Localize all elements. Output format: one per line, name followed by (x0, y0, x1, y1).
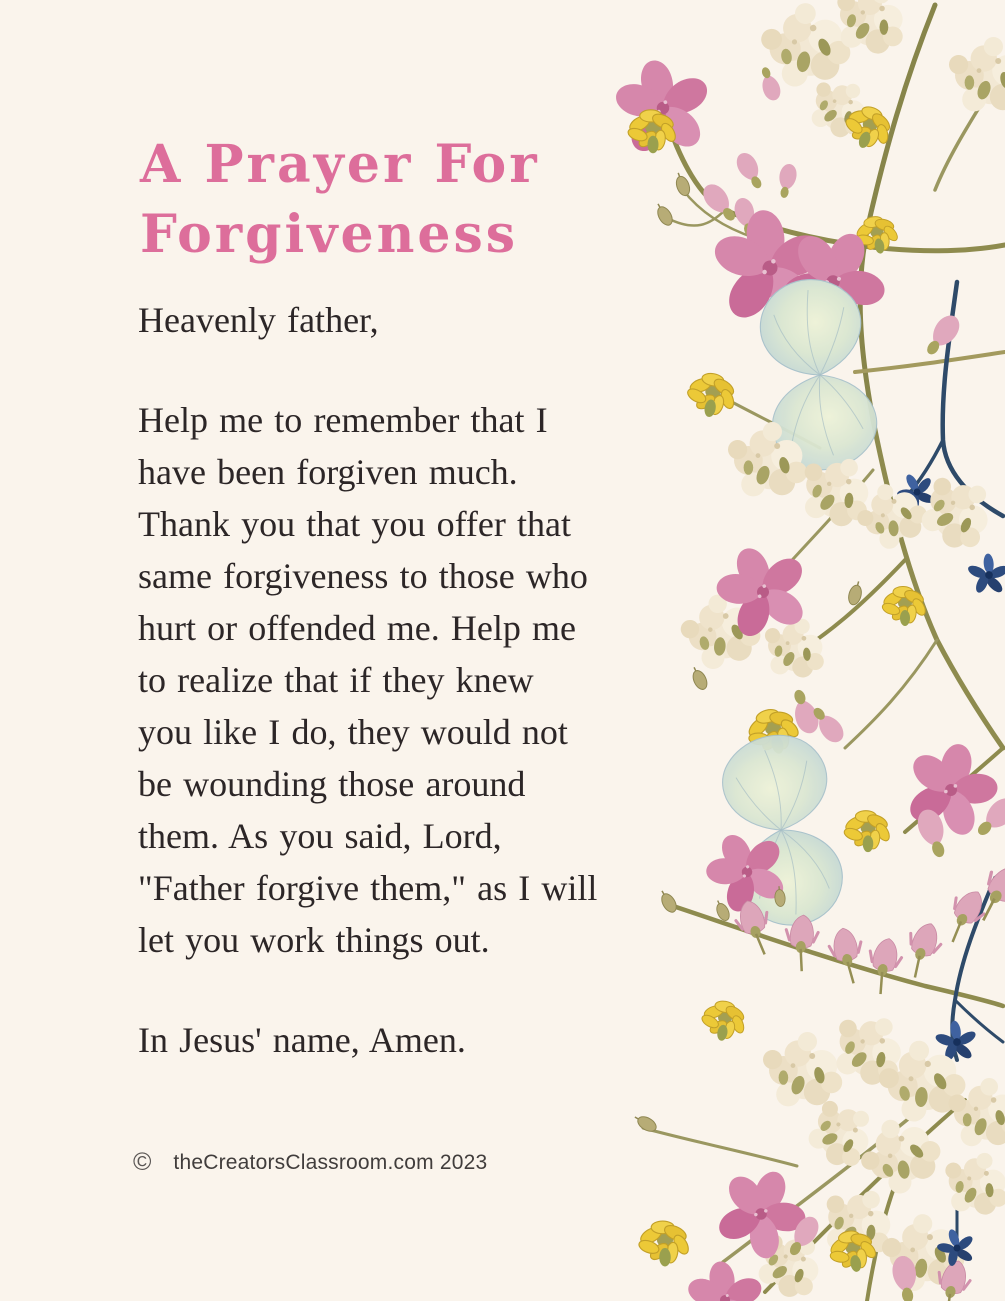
prayer-closing: In Jesus' name, Amen. (138, 1020, 466, 1060)
prayer-line: hurt or offended me. Help me (138, 608, 577, 648)
prayer-line: same forgiveness to those who (138, 556, 588, 596)
prayer-text (138, 294, 698, 1066)
prayer-line: have been forgiven much. (138, 452, 518, 492)
prayer-greeting: Heavenly father, (138, 300, 379, 340)
prayer-line: "Father forgive them," as I will (138, 868, 598, 908)
title-line-1: A Prayer For (140, 134, 540, 195)
prayer-line: let you work things out. (138, 920, 490, 960)
prayer-body (138, 394, 698, 966)
prayer-line: be wounding those around (138, 764, 526, 804)
title-line-2: Forgiveness (140, 204, 519, 265)
prayer-line: you like I do, they would not (138, 712, 568, 752)
prayer-line: to realize that if they knew (138, 660, 534, 700)
prayer-line: Thank you that you offer that (138, 504, 572, 544)
prayer-line: them. As you said, Lord, (138, 816, 502, 856)
copyright-icon: © (133, 1148, 152, 1176)
footer-credit (133, 1150, 487, 1175)
credit-text: theCreatorsClassroom.com 2023 (173, 1150, 488, 1174)
page-title (140, 130, 540, 270)
prayer-line: Help me to remember that I (138, 400, 548, 440)
